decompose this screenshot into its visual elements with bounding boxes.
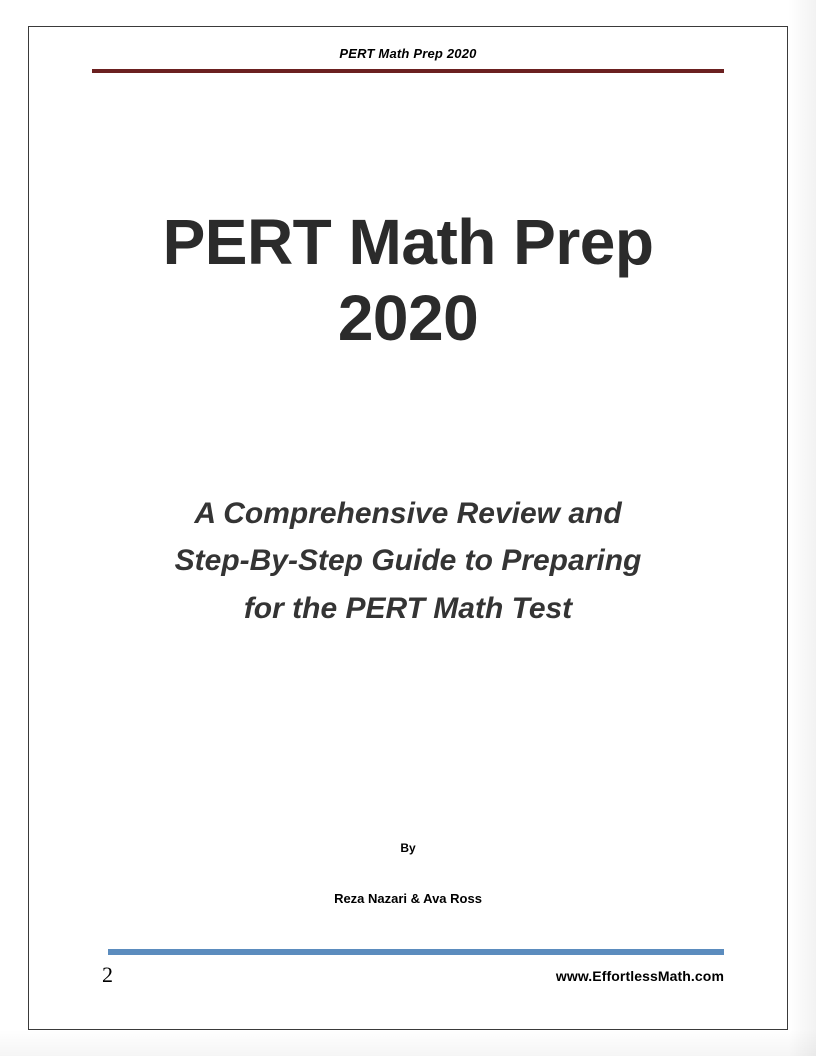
book-subtitle-line-2: Step-By-Step Guide to Preparing — [174, 544, 642, 578]
header-divider-rule — [92, 69, 724, 73]
byline-label: By — [400, 841, 416, 855]
footer-divider-rule — [108, 949, 724, 955]
book-title-line-2: 2020 — [337, 281, 479, 354]
book-title-block — [70, 205, 746, 356]
page-edge-shadow-right — [788, 0, 816, 1056]
page-number: 2 — [102, 962, 113, 987]
running-header-title: PERT Math Prep 2020 — [339, 46, 477, 61]
book-subtitle-line-1: A Comprehensive Review and — [194, 497, 622, 530]
byline-authors: Reza Nazari & Ava Ross — [334, 891, 482, 906]
book-subtitle-block — [88, 490, 728, 632]
footer-website: www.EffortlessMath.com — [555, 968, 724, 984]
book-subtitle-line-3: for the PERT Math Test — [243, 591, 573, 625]
page-header — [92, 46, 724, 62]
book-title-line-1: PERT Math Prep — [162, 206, 654, 278]
page-edge-shadow-bottom — [0, 1030, 816, 1056]
